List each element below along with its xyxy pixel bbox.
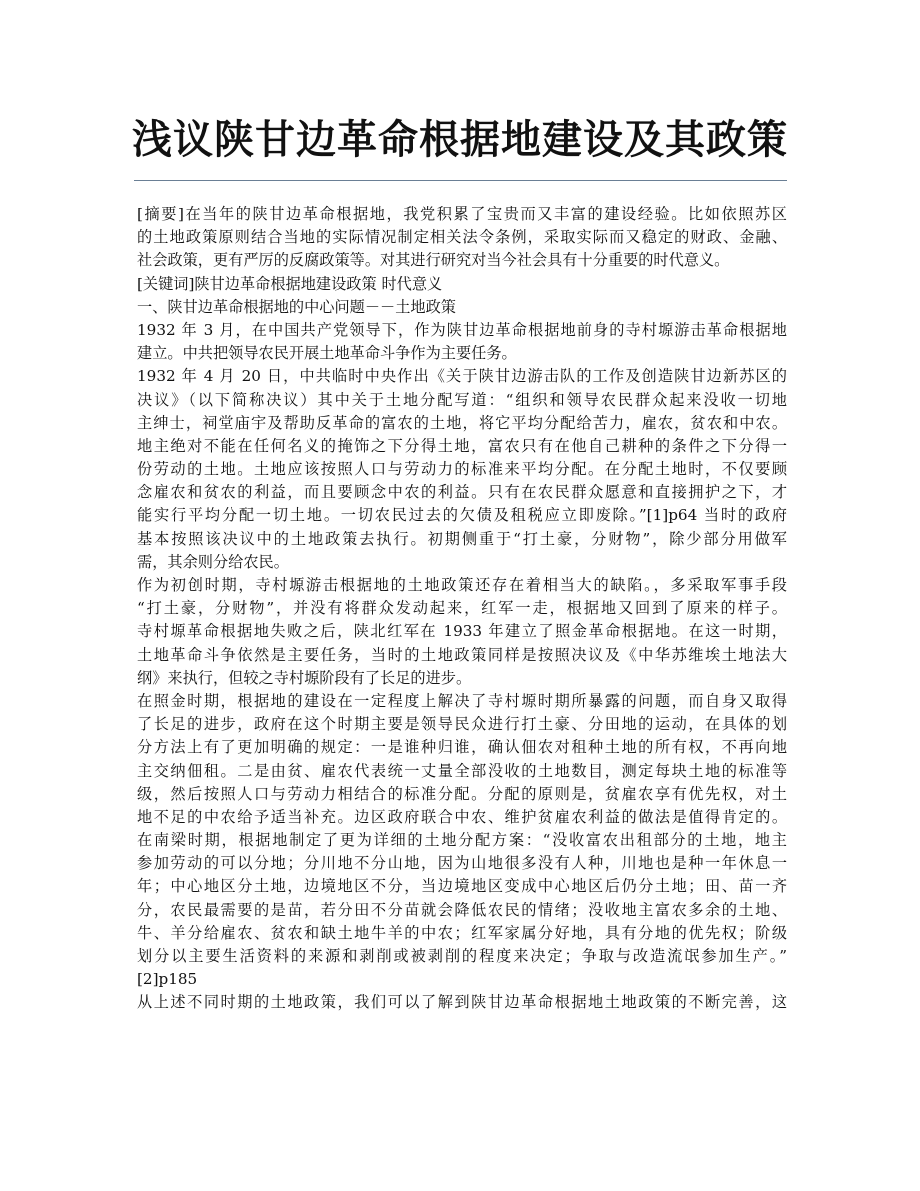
text-line: 在照金时期，根据地的建设在一定程度上解决了寺村塬时期所暴露的问题，而自身又取得 (137, 691, 787, 710)
text-line: 能实行平均分配一切土地。一切农民过去的欠债及租税应立即废除。”[1]p64 当时的政府 (137, 506, 787, 525)
text-line: 的土地政策原则结合当地的实际情况制定相关法令条例，采取实际而又稳定的财政、金融、 (137, 228, 787, 247)
text-line: 作为初创时期，寺村塬游击根据地的土地政策还存在着相当大的缺陷。，多采取军事手段 (137, 576, 787, 594)
text-line: 念雇农和贫农的利益，而且要顾念中农的利益。只有在农民群众愿意和直接拥护之下，才 (137, 483, 787, 502)
text-line: [摘要]在当年的陕甘边革命根据地，我党积累了宝贵而又丰富的建设经验。比如依照苏区 (137, 205, 787, 223)
text-line: 主交纳佃租。二是由贫、雇农代表统一丈量全部没收的土地数目，测定每块土地的标准等 (137, 761, 787, 780)
text-line: 决议》（以下简称决议）其中关于土地分配写道：“组织和领导农民群众起来没收一切地 (137, 390, 787, 409)
text-line: 一、陕甘边革命根据地的中心问题－－土地政策 (137, 297, 456, 316)
text-line: 从上述不同时期的土地政策，我们可以了解到陕甘边革命根据地土地政策的不断完善，这 (137, 993, 787, 1012)
text-line: 年；中心地区分土地，边境地区不分，当边境地区变成中心地区后仍分土地；田、苗一齐 (137, 877, 787, 896)
text-line: [2]p185 (137, 970, 198, 989)
text-line: “打土豪，分财物”，并没有将群众发动起来，红军一走，根据地又回到了原来的样子。 (137, 599, 787, 618)
text-line: 纲》来执行，但较之寺村塬阶段有了长足的进步。 (137, 668, 472, 687)
text-line: 地主绝对不能在任何名义的掩饰之下分得土地，富农只有在他自己耕种的条件之下分得一 (137, 436, 787, 455)
text-line: 1932 年 4 月 20 日，中共临时中央作出《关于陕甘边游击队的工作及创造陕甘边新苏区的 (137, 367, 787, 386)
text-line: 参加劳动的可以分地；分川地不分山地，因为山地很多没有人种，川地也是种一年休息一 (137, 854, 787, 873)
text-line: 地不足的中农给予适当补充。边区政府联合中农、维护贫雇农利益的做法是值得肯定的。 (137, 807, 787, 826)
text-line: 级，然后按照人口与劳动力相结合的标准分配。分配的原则是，贫雇农享有优先权，对土 (137, 784, 787, 803)
text-line: 了长足的进步，政府在这个时期主要是领导民众进行打土豪、分田地的运动，在具体的划 (137, 715, 787, 734)
text-line: 分方法上有了更加明确的规定：一是谁种归谁，确认佃农对租种土地的所有权，不再向地 (137, 738, 787, 757)
text-line: 寺村塬革命根据地失败之后，陕北红军在 1933 年建立了照金革命根据地。在这一时期， (137, 622, 787, 641)
text-line: 需，其余则分给农民。 (137, 552, 289, 571)
document-title: 浅议陕甘边革命根据地建设及其政策 (132, 117, 788, 163)
text-line: 划分以主要生活资料的来源和剥削或被剥削的程度来决定；争取与改造流氓参加生产。” (137, 947, 787, 965)
text-line: 主绅士，祠堂庙宇及帮助反革命的富农的土地，将它平均分配给苦力，雇农，贫农和中农。 (137, 413, 787, 432)
text-line: 建立。中共把领导农民开展土地革命斗争作为主要任务。 (137, 344, 517, 363)
text-line: 份劳动的土地。土地应该按照人口与劳动力的标准来平均分配。在分配土地时，不仅要顾 (137, 460, 787, 479)
text-line: 牛、羊分给雇农、贫农和缺土地牛羊的中农；红军家属分好地，具有分地的优先权；阶级 (137, 923, 787, 942)
text-line: 基本按照该决议中的土地政策去执行。初期侧重于“打土豪，分财物”，除少部分用做军 (137, 529, 787, 548)
title-divider (134, 180, 787, 181)
text-line: 土地革命斗争依然是主要任务，当时的土地政策同样是按照决议及《中华苏维埃土地法大 (137, 645, 787, 664)
text-line: 在南梁时期，根据地制定了更为详细的土地分配方案：“没收富农出租部分的土地，地主 (137, 831, 787, 850)
text-line: [关键词]陕甘边革命根据地建设政策 时代意义 (137, 274, 443, 293)
text-line: 1932 年 3 月，在中国共产党领导下，作为陕甘边革命根据地前身的寺村塬游击革命根据地 (137, 320, 787, 339)
text-line: 分，农民最需要的是苗，若分田不分苗就会降低农民的情绪；没收地主富农多余的土地、 (137, 900, 787, 919)
text-line: 社会政策，更有严厉的反腐政策等。对其进行研究对当今社会具有十分重要的时代意义。 (137, 251, 730, 270)
document-body (137, 203, 787, 1015)
